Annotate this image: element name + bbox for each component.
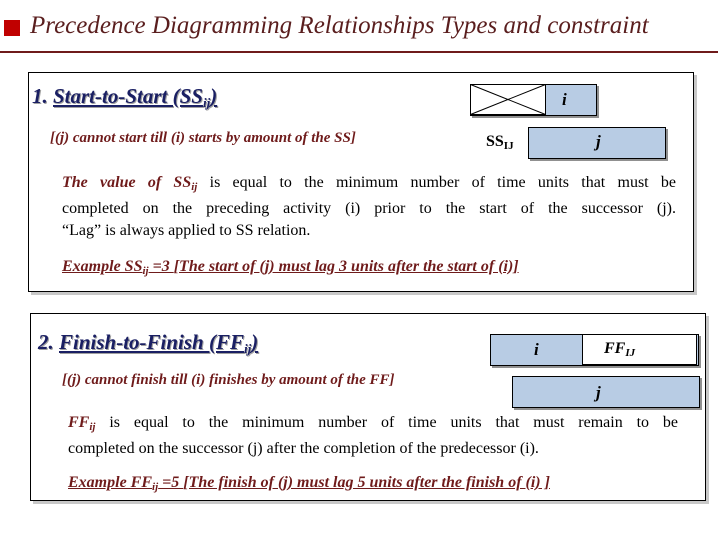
ff-activity-j-label: j [596,383,601,402]
ss-lag-subscript: IJ [503,140,514,152]
ff-heading-subscript: ij [244,341,252,356]
ss-heading-close: ) [210,84,218,108]
ff-example-value: =5 [158,474,184,491]
ff-heading-close: ) [251,330,259,354]
ff-description [68,412,678,460]
ff-example-subscript: ij [152,481,159,493]
slide-title-bar [0,8,718,44]
ss-desc-subscript: ij [191,181,198,193]
ff-activity-j-box [512,376,700,408]
ff-constraint-text: [(j) cannot finish till (i) finishes by amount of the FF] [62,372,395,388]
ss-heading-text: Start-to-Start (SS [53,84,203,108]
ff-lag-label [604,340,635,359]
ff-desc-subscript: ij [89,421,96,433]
ff-example [68,474,550,493]
ss-desc-line1: is equal to the minimum number of time units that must be [197,174,676,191]
ff-lag-main: FF [604,340,626,357]
ff-example-rest: [The finish of (j) must lag 5 units after the finish of (i) ] [183,474,550,491]
square-bullet-icon [4,20,20,36]
ff-lag-subscript: IJ [625,347,636,359]
ff-activity-i-label: i [534,340,539,359]
ff-heading-text: Finish-to-Finish (FF [59,330,244,354]
ff-heading [38,330,258,357]
ff-example-lead: Example FF [68,474,153,491]
ss-example-value: =3 [148,258,174,275]
slide-title: Precedence Diagramming Relationships Types and constraint [30,12,649,39]
ss-desc-line2: completed on the preceding activity (i) prior to the start of the successor (j). [62,200,676,217]
ff-lag-cross-icon [582,334,698,365]
ff-desc-line1: is equal to the minimum number of time units that must remain to be [95,414,678,431]
ss-desc-line3: “Lag” is always applied to SS relation. [62,222,311,239]
ss-heading-subscript: ij [202,95,211,110]
ss-activity-i-label: i [562,90,567,109]
ss-desc-lead: The value of SS [62,174,192,191]
ss-example-lead: Example SS [62,258,143,275]
ss-description [62,172,676,242]
ss-constraint-text: [(j) cannot start till (i) starts by amount of the SS] [50,130,356,146]
ss-example-subscript: ij [142,265,149,277]
ss-example-rest: [The start of (j) must lag 3 units after the start of (i)] [173,258,519,275]
ss-activity-j-label: j [596,132,601,151]
ss-activity-i-cross-icon [470,84,546,115]
ss-heading-number: 1. [32,84,48,108]
ff-desc-lead: FF [68,414,90,431]
title-divider [0,51,718,53]
ss-example [62,258,519,277]
ff-heading-number: 2. [38,330,54,354]
ss-lag-label [486,133,514,152]
ss-lag-main: SS [486,133,504,150]
ss-heading [32,84,217,111]
ff-desc-line2: completed on the successor (j) after the completion of the predecessor (i). [68,440,539,457]
